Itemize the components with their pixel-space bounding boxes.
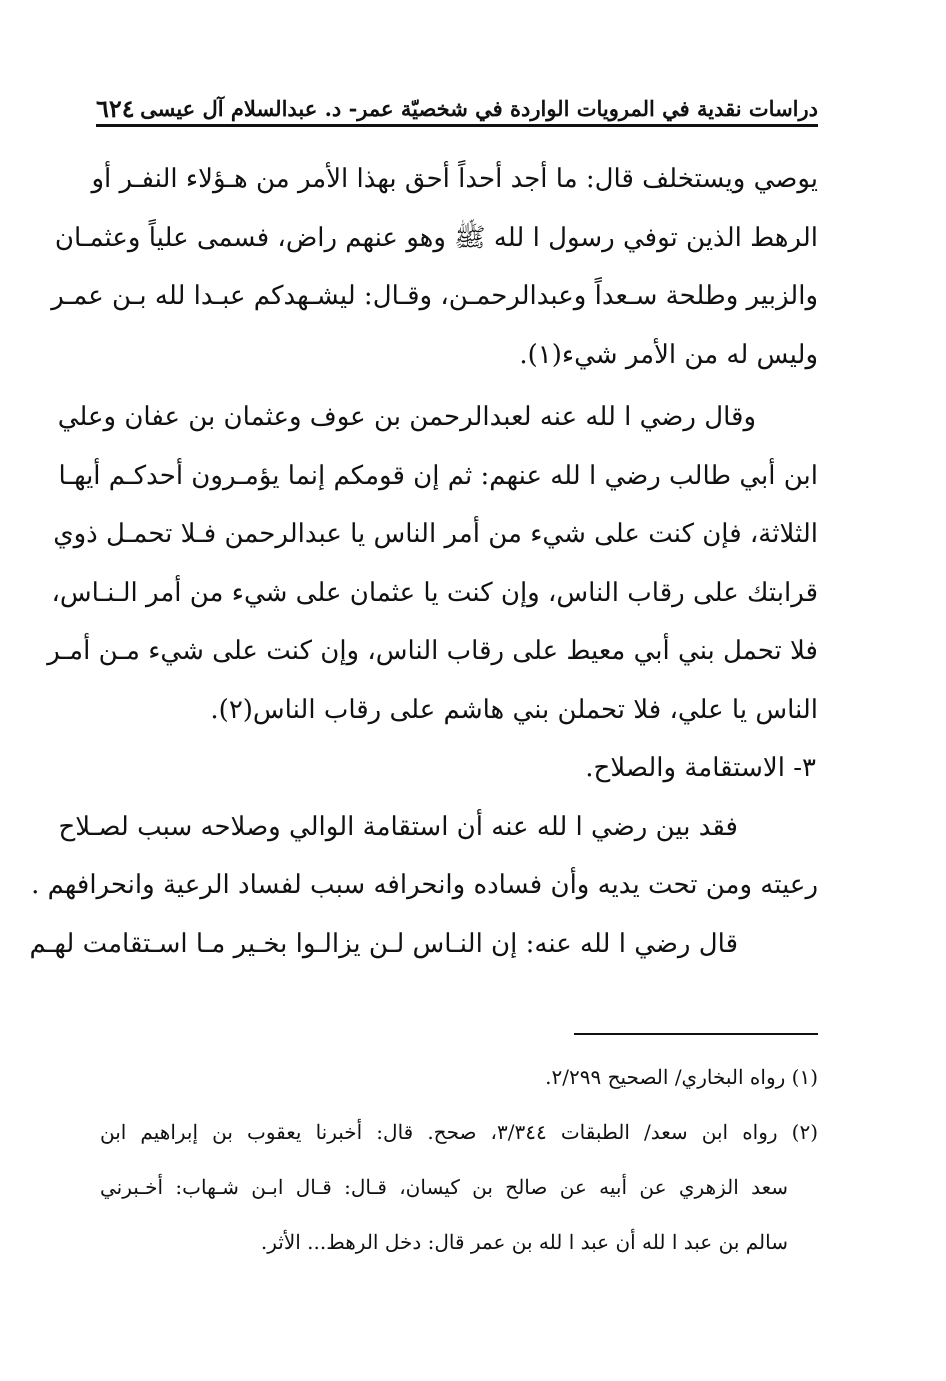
paragraph-line: قرابتك على رقاب الناس، وإن كنت يا عثمان على شيء من أمر الـنـاس، [51,577,818,608]
paragraph-line: يوصي ويستخلف قال: ما أجد أحداً أحق بهذا الأمر من هـؤلاء النفـر أو [91,164,818,194]
paragraph-line: وليس له من الأمر شيء(١). [519,339,818,370]
footnotes [100,1050,818,1270]
running-header [96,88,818,127]
paragraph-line: الناس يا علي، فلا تحملن بني هاشم على رقاب الناس(٢). [210,694,818,725]
paragraph-line: فقد بين رضي ا لله عنه أن استقامة الوالي وصلاحه سبب لصـلاح [58,811,738,842]
footnote-line: سعد الزهري عن أبيه عن صالح بن كيسان، قـال: قـال ابـن شـهاب: أخـبرني [100,1175,788,1199]
paragraph-line: وقال رضي ا لله عنه لعبدالرحمن بن عوف وعثمان بن عفان وعلي [57,402,756,432]
footnote-line: سالم بن عبد ا لله أن عبد ا لله بن عمر قال: دخل الرهط... الأثر. [260,1230,788,1254]
paragraph-line: فلا تحمل بني أبي معيط على رقاب الناس، وإن كنت على شيء مـن أمـر [47,636,818,666]
footnote-line: (٢) رواه ابن سعد/ الطبقات ٣/٣٤٤، صحح. قال: أخبرنا يعقوب بن إبراهيم ابن [100,1120,818,1144]
paragraph-line: الرهط الذين توفي رسول ا لله ﷺ وهو عنهم راض، فسمى علياً وعثمـان [54,222,818,253]
footnote-line: (١) رواه البخاري/ الصحيح ٢/٢٩٩. [545,1065,818,1089]
main-text [29,150,818,973]
footnote-separator [574,1033,818,1035]
paragraph-line: قال رضي ا لله عنه: إن النـاس لـن يزالـوا بخـير مـا اسـتقامت لهـم [29,928,738,959]
paragraph-line: الثلاثة، فإن كنت على شيء من أمر الناس يا عبدالرحمن فـلا تحمـل ذوي [53,519,818,549]
page-number: ٦٢٤ [96,94,135,123]
paragraph-line: والزبير وطلحة سـعداً وعبدالرحمـن، وقـال: ليشـهدكم عبـدا لله بـن عمـر [51,281,818,311]
paragraph-line: رعيته ومن تحت يديه وأن فساده وانحرافه سبب لفساد الرعية وانحرافهم . [31,870,818,900]
paragraph-line: ابن أبي طالب رضي ا لله عنهم: ثم إن قومكم إنما يؤمـرون أحدكـم أيهـا [58,460,818,491]
section-heading: ٣- الاستقامة والصلاح. [585,753,816,783]
running-title: دراسات نقدية في المرويات الواردة في شخصيّة عمر- د. عبدالسلام آل عيسى [140,96,818,121]
